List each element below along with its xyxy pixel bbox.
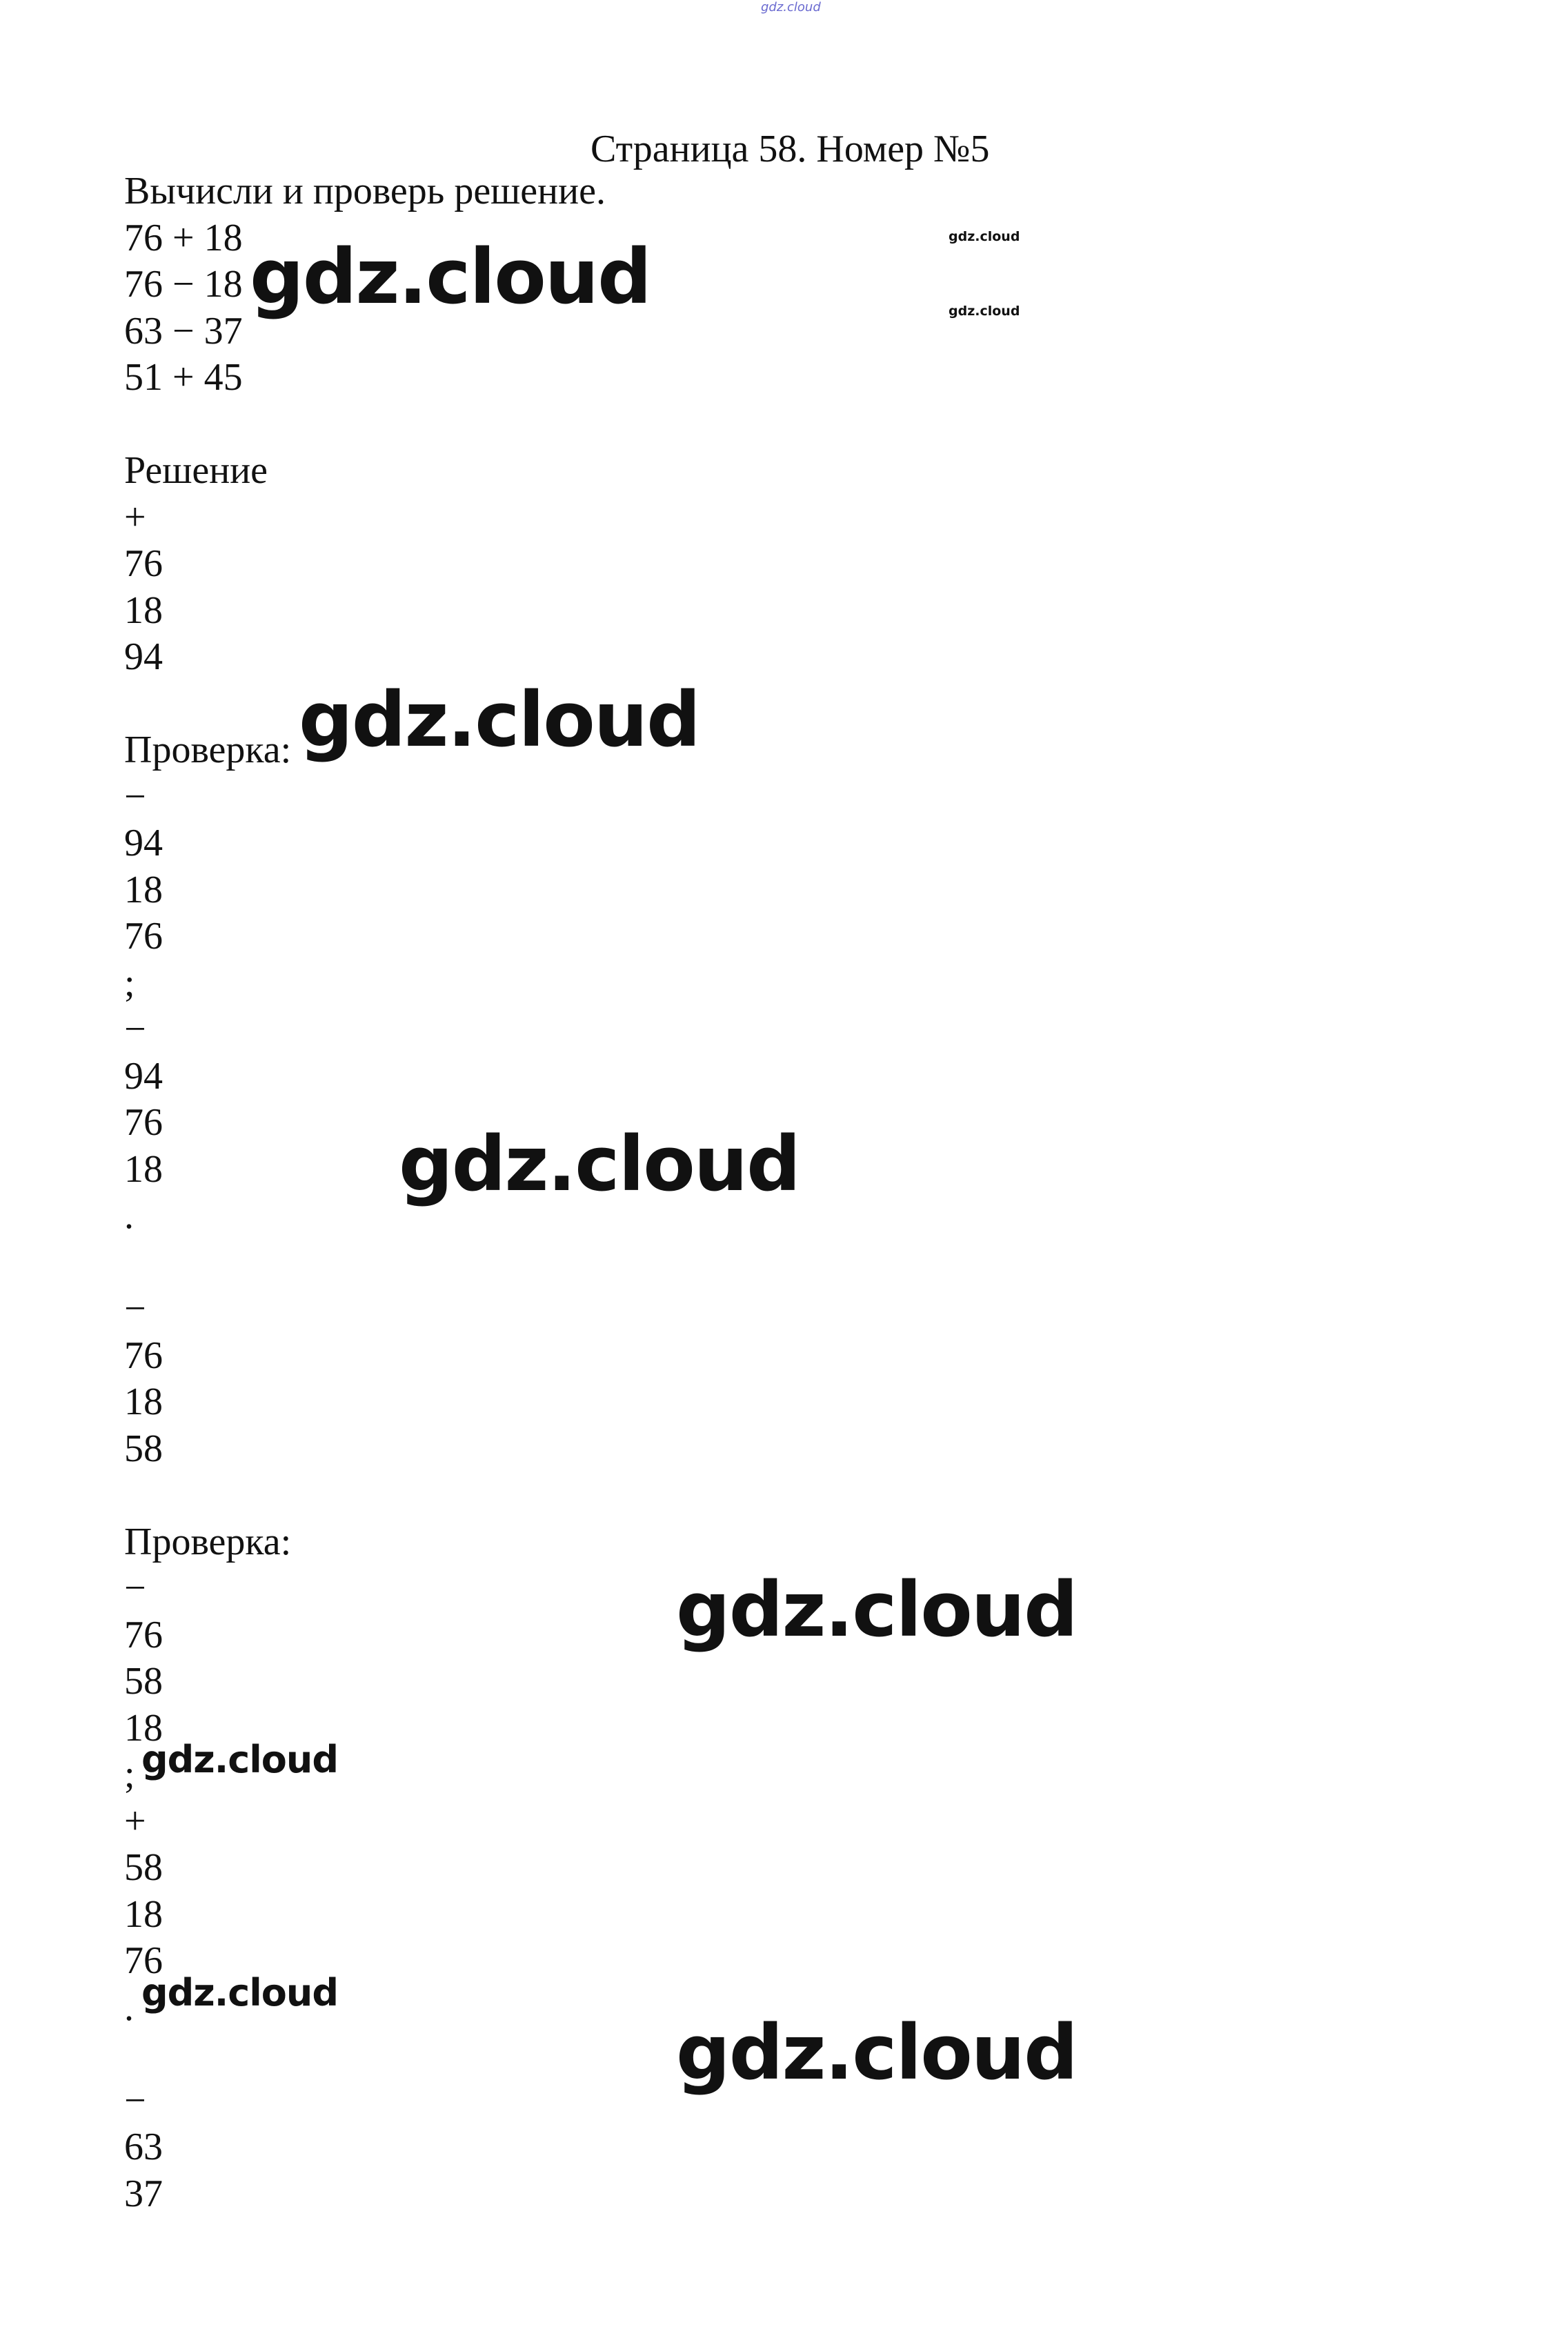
text-line: 76 (124, 1101, 163, 1144)
text-line: 76 (124, 542, 163, 585)
text-line: 63 (124, 2126, 163, 2168)
watermark-small: gdz.cloud (949, 304, 1020, 319)
text-line: . (124, 1194, 134, 1237)
text-line: 94 (124, 822, 163, 864)
text-line (124, 2031, 606, 2078)
text-line: ; (124, 1753, 135, 1796)
text-line: − (124, 1008, 146, 1051)
text-line: ; (124, 961, 135, 1004)
text-line (124, 402, 606, 448)
text-line: 76 (124, 1613, 163, 1656)
watermark-large: gdz.cloud (299, 675, 699, 764)
text-line: 18 (124, 1706, 163, 1750)
text-line: 18 (124, 1380, 163, 1423)
text-line: 58 (124, 1427, 163, 1470)
text-line: Проверка: (124, 729, 292, 771)
text-line: 94 (124, 635, 163, 678)
text-line: + (124, 495, 146, 539)
text-line: Решение (124, 449, 268, 492)
text-line: 63 − 37 (124, 309, 243, 353)
text-line: − (124, 1567, 146, 1610)
text-line: 58 (124, 1660, 163, 1703)
watermark-large: gdz.cloud (250, 232, 651, 321)
text-line: 76 (124, 1939, 163, 1982)
watermark-medium: gdz.cloud (141, 1971, 338, 2014)
watermark-large: gdz.cloud (399, 1120, 800, 1208)
text-line: 18 (124, 1892, 163, 1936)
text-line: 76 + 18 (124, 216, 243, 259)
page-title: Страница 58. Номер №5 (591, 128, 990, 170)
text-line: 94 (124, 1054, 163, 1098)
text-line: 76 (124, 1334, 163, 1377)
text-line: − (124, 775, 146, 818)
text-line: 76 (124, 915, 163, 958)
watermark-large: gdz.cloud (676, 2008, 1077, 2097)
text-line: 18 (124, 588, 163, 632)
watermark-medium: gdz.cloud (141, 1738, 338, 1781)
text-line: + (124, 1799, 146, 1843)
text-line: Вычисли и проверь решение. (124, 170, 606, 212)
text-line (124, 1240, 606, 1287)
text-line: 18 (124, 868, 163, 911)
text-line: − (124, 2079, 146, 2122)
text-line (124, 1472, 606, 1519)
text-line: 58 (124, 1846, 163, 1889)
text-line: . (124, 1986, 134, 2029)
text-line: Проверка: (124, 1520, 292, 1563)
watermark-large: gdz.cloud (676, 1565, 1077, 1654)
text-line: 37 (124, 2172, 163, 2215)
text-line: 76 − 18 (124, 263, 243, 306)
watermark-top: gdz.cloud (761, 0, 821, 14)
text-line: 18 (124, 1147, 163, 1191)
text-line: − (124, 1287, 146, 1330)
watermark-small: gdz.cloud (949, 229, 1020, 244)
text-line: 51 + 45 (124, 356, 243, 399)
